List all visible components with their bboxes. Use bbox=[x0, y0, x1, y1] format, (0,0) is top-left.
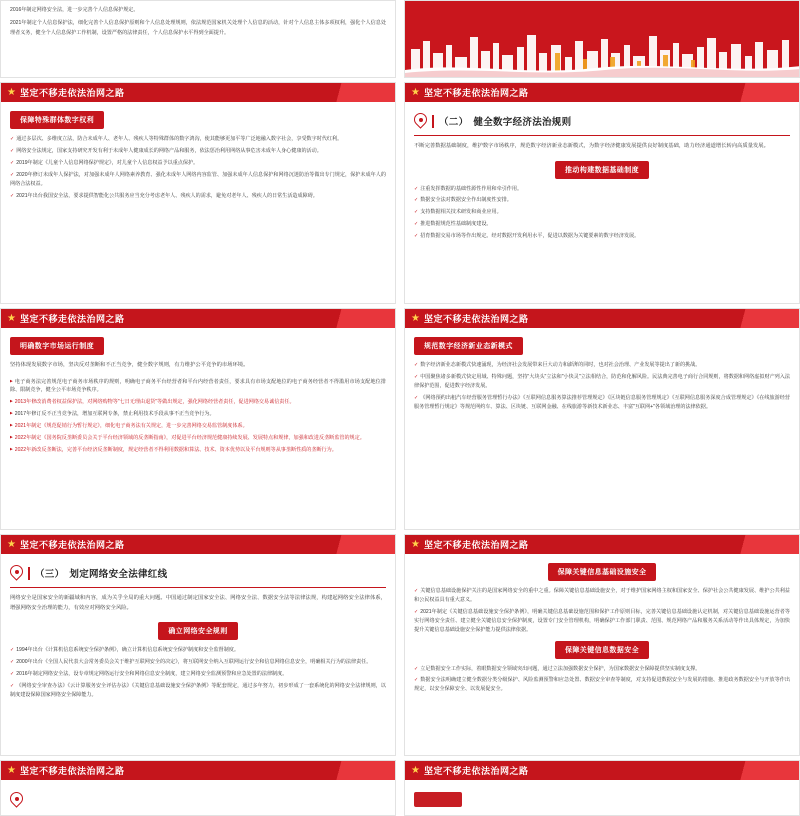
section-tag-1: 保障关键信息基础设施安全 bbox=[548, 563, 657, 581]
divider bbox=[28, 567, 30, 580]
list-item: ✓ 《网络安全审查办法》《云计算服务安全评估办法》《关键信息基础设施安全保护条例》等配套规定，通过多年努力，初步形成了一套系统化的网络安全法律规则，以制度建设保障国家网络安全保障能力。 bbox=[10, 682, 386, 700]
section-tag-2: 保障关键信息数据安全 bbox=[555, 641, 649, 659]
list-item: ✓ 1994年出台《计算机信息系统安全保护条例》，确立计算机信息系统安全保护制度和安全监督制度。 bbox=[10, 646, 386, 655]
list-item: ▶ 2017年修订反不正当竞争法，增加互联网专条，禁止利用技术手段从事不正当竞争行为。 bbox=[10, 410, 386, 419]
heading-rule bbox=[10, 587, 386, 588]
list-item: ✓ 数据安全法明确建立健全数据分类分级保护、风险监测预警和应急处置、数据安全审查等制度，对支持促进数据安全与发展的措施、推进政务数据安全与开放等作出规定，以安全保障安全、以发展促安全。 bbox=[414, 676, 790, 694]
list-item: ▶ 2013年修改消费者权益保护法，对网络购物等"七日无理由退货"等做出规定，强化网络经营者责任，促进网络交易诚信责任。 bbox=[10, 398, 386, 407]
lead-paragraph: 不断完善数据基础制度，维护数字市场秩序，规范数字经济新业态新模式，为数字经济健康发展提供良好制度基础，助力经济通道增长转向高质量发展。 bbox=[414, 143, 769, 149]
list-item: ✓ 招育数据交易市场等作出规定。经对数据开发利用水平，促进以数据为关键要素的数字经济发展。 bbox=[414, 232, 790, 241]
location-pin-icon bbox=[10, 565, 23, 581]
slide-special-groups bbox=[0, 82, 396, 304]
section-title: 健全数字经济法治规则 bbox=[473, 117, 572, 128]
slide-digital-economy-rules bbox=[404, 82, 800, 304]
list-item: ▶ 电子商务法完善规范电子商务市场秩序的规则，明确电子商务平台经营者和平台内经营者责任，要求具有市场支配地位的电子商务经营者不得滥用市场支配地位排除、限制竞争，健全公平市场竞争秩序。 bbox=[10, 378, 386, 396]
list-item: ✓ 关键信息基础设施保护关注的是国家网络安全的重中之重。保障关键信息基础设施安全，对于维护国家网络主权和国家安全、保护社会公共健康发展、维护公共利益和公民权益具有重大意义。 bbox=[414, 587, 790, 605]
paragraph: 2021年制定个人信息保护法，细化完善个人信息保护原则和个人信息处理规则，依法规范国家机关处理个人信息的活动，针对个人信息主体多项权利，强化个人信息处理者义务，健全个人信息保护工作机制，设置严格的法律责任，个人信息保护水平得到全面提升。 bbox=[10, 20, 386, 36]
slide-top-left bbox=[0, 0, 396, 78]
slide-header bbox=[405, 83, 799, 102]
header-title: 坚定不移走依法治网之路 bbox=[19, 88, 125, 98]
header-title: 坚定不移走依法治网之路 bbox=[423, 88, 529, 98]
slide-header bbox=[1, 761, 395, 780]
section-number: （三） bbox=[35, 569, 65, 580]
list-item: ✓ 2020年修订未成年人保护法，对加强未成年人网络素养教育、强化未成年人网络内容监管、加强未成年人信息保护和网络沉迷防治等做出专门规定，保护未成年人的网络合法权益。 bbox=[10, 171, 386, 189]
star-icon: ★ bbox=[411, 86, 420, 98]
section-heading bbox=[10, 792, 386, 808]
slide-header bbox=[405, 535, 799, 554]
header-title: 坚定不移走依法治网之路 bbox=[423, 766, 529, 776]
section-heading bbox=[10, 565, 386, 581]
list-item: ✓ 2016年制定网络安全法，设专章规定网络运行安全和网络信息安全制度，建立网络安全监测预警和应急处置的法律制度。 bbox=[10, 670, 386, 679]
list-item: ✓ 通过多层次、多维度立法，防合未成年人、老年人、残疾人等特殊群体的数字鸿沟，使其能够更加平等广泛地融入数字社会，享受数字时代红利。 bbox=[10, 135, 386, 144]
star-icon: ★ bbox=[7, 538, 16, 550]
list-item: ✓ 2021年制定《关键信息基础设施安全保护条例》，明确关键信息基础设施范围和保护工作原则目标，完善关键信息基础设施认定机制，对关键信息基础设施运营者等实行网络安全责任、建立健全关键信息安全保护制度，设置专门安全管理机构，明确保护工作部门职责、范围、规范网络产品和服务关系活动等作出具体规定，为加快提升关键信息基础设施安全保护能力提供法律依据。 bbox=[414, 608, 790, 635]
list-item: ✓ 推进数据规范性基础制度建设。 bbox=[414, 220, 790, 229]
slide-cybersecurity-redline bbox=[0, 534, 396, 756]
section-tag: 推动构建数据基础制度 bbox=[555, 161, 649, 179]
section-number: （二） bbox=[439, 117, 469, 128]
slide-critical-infrastructure bbox=[404, 534, 800, 756]
header-title: 坚定不移走依法治网之路 bbox=[19, 540, 125, 550]
list-item: ✓ 注重发挥数据的基础性源性作用和牵引作用。 bbox=[414, 185, 790, 194]
star-icon: ★ bbox=[411, 764, 420, 776]
slide-market-rules bbox=[0, 308, 396, 530]
section-tag: 规范数字经济新业态新模式 bbox=[414, 337, 523, 355]
list-item: ✓ 2021年出台我国安全法，要求提供智能化公共服务应当充分考虑老年人、残疾人的需求，避免对老年人、残疾人的日常生活造成障碍。 bbox=[10, 192, 386, 201]
list-item: ✓ 网络安全法规定，国家支持研究开发有利于未成年人健康成长的网络产品和服务，依法惩治利用网络从事危害未成年人身心健康的活动。 bbox=[10, 147, 386, 156]
list-item: ▶ 2022年制定《国务院反垄断委员会关于平台经济领域的反垄断指南》，对促进平台经济规范健康持续发展、发展特点和规律，加强和改进反垄断监管的规定。 bbox=[10, 434, 386, 443]
list-item: ▶ 2021年制定《规范促销行为暂行规定》，细化电子商务法有关规定，进一步完善网络交易监管制度体系。 bbox=[10, 422, 386, 431]
paragraph: 2016年制定网络安全法，进一步完善个人信息保护规定。 bbox=[10, 7, 139, 13]
lead-paragraph: 网络安全是国家安全的新疆域和内容，成为关乎全局的重大问题。中国通过制定国家安全法、网络安全法、数据安全法等法律法规，构建起网络安全法律体系，增强网络安全治理的能力，有效应对网络安全风险。 bbox=[10, 595, 386, 611]
slide-header bbox=[405, 309, 799, 328]
section-title: 划定网络安全法律红线 bbox=[69, 569, 168, 580]
slide-header bbox=[1, 83, 395, 102]
list-item: ✓ 2000年出台《全国人民代表大会常务委员会关于维护互联网安全的决定》，将互联网安全纳入互联网运行安全和信息网络信息安全，明确相关行为的法律责任。 bbox=[10, 658, 386, 667]
slide-header bbox=[1, 535, 395, 554]
location-pin-icon bbox=[414, 113, 427, 129]
star-icon: ★ bbox=[7, 86, 16, 98]
section-tag: 明确数字市场运行制度 bbox=[10, 337, 104, 355]
star-icon: ★ bbox=[7, 312, 16, 324]
divider bbox=[432, 115, 434, 128]
slide-bottom-left bbox=[0, 760, 396, 816]
section-tag: 确立网络安全规则 bbox=[158, 622, 237, 640]
list-item: ▶ 2022年新改反垄断法，完善平台经济反垄断制度，规定经营者不得利用数据和算法、技术、资本优势以及平台规则等从事垄断性质的垄断行为。 bbox=[10, 446, 386, 455]
star-icon: ★ bbox=[411, 312, 420, 324]
star-icon: ★ bbox=[7, 764, 16, 776]
wave-ribbon-graphic bbox=[405, 61, 800, 77]
slide-header bbox=[1, 309, 395, 328]
section-heading bbox=[414, 113, 790, 129]
star-icon: ★ bbox=[411, 538, 420, 550]
list-item: ✓ 中国聚焦诸多新模式快定用域、特殊问题，坚持"大块头"立法和"小快灵"立法相结合，防范和化解风险。民法典完善电子商行合同规则，将数据和网络虚拟财产列入法律保护范围，促进数字经济发展。 bbox=[414, 373, 790, 391]
header-title: 坚定不移走依法治网之路 bbox=[423, 314, 529, 324]
slide-cover bbox=[404, 0, 800, 78]
list-item: ✓ 《网络预约出租汽车经营服务管理暂行办法》《互联网信息服务算法推荐管理规定》《区块链信息服务管理规定》《互联网信息服务深度合成管理规定》《在线旅游经营服务管理暂行规定》等规范网约车、算法、区块链、互联网金融、在线旅游等新技术新业态、丰富"互联网+"各领域治理的法律依据。 bbox=[414, 394, 790, 412]
list-item: ✓ 数据安全法对数据安全作出制度性安排。 bbox=[414, 196, 790, 205]
lead-paragraph: 坚持体现发展数字市场，坚决反对垄断和不正当竞争，健全数字规则，有力维护公平竞争的市场环境。 bbox=[10, 362, 249, 368]
list-item: ✓ 支持数据相关技术研发和商业应用。 bbox=[414, 208, 790, 217]
header-title: 坚定不移走依法治网之路 bbox=[19, 766, 125, 776]
location-pin-icon bbox=[10, 792, 23, 808]
heading-rule bbox=[414, 135, 790, 136]
slide-header bbox=[405, 761, 799, 780]
list-item: ✓ 2019年制定《儿童个人信息网络保护规定》，对儿童个人信息权益予以重点保护。 bbox=[10, 159, 386, 168]
slide-bottom-right bbox=[404, 760, 800, 816]
header-title: 坚定不移走依法治网之路 bbox=[423, 540, 529, 550]
list-item: ✓ 立足数据安全工作实际，着眼数据安全领域突出问题，通过立法加强数据安全保护，为国家数据安全保障提供坚实制度支撑。 bbox=[414, 665, 790, 674]
list-item: ✓ 数字经济新业态新模式快速涌现，为经济社会发展带来巨大动力和澎湃的同时，也对社会治理、产业发展等提出了新的挑战。 bbox=[414, 361, 790, 370]
section-tag: 保障特殊群体数字权利 bbox=[10, 111, 104, 129]
slide-new-business-models bbox=[404, 308, 800, 530]
header-title: 坚定不移走依法治网之路 bbox=[19, 314, 125, 324]
